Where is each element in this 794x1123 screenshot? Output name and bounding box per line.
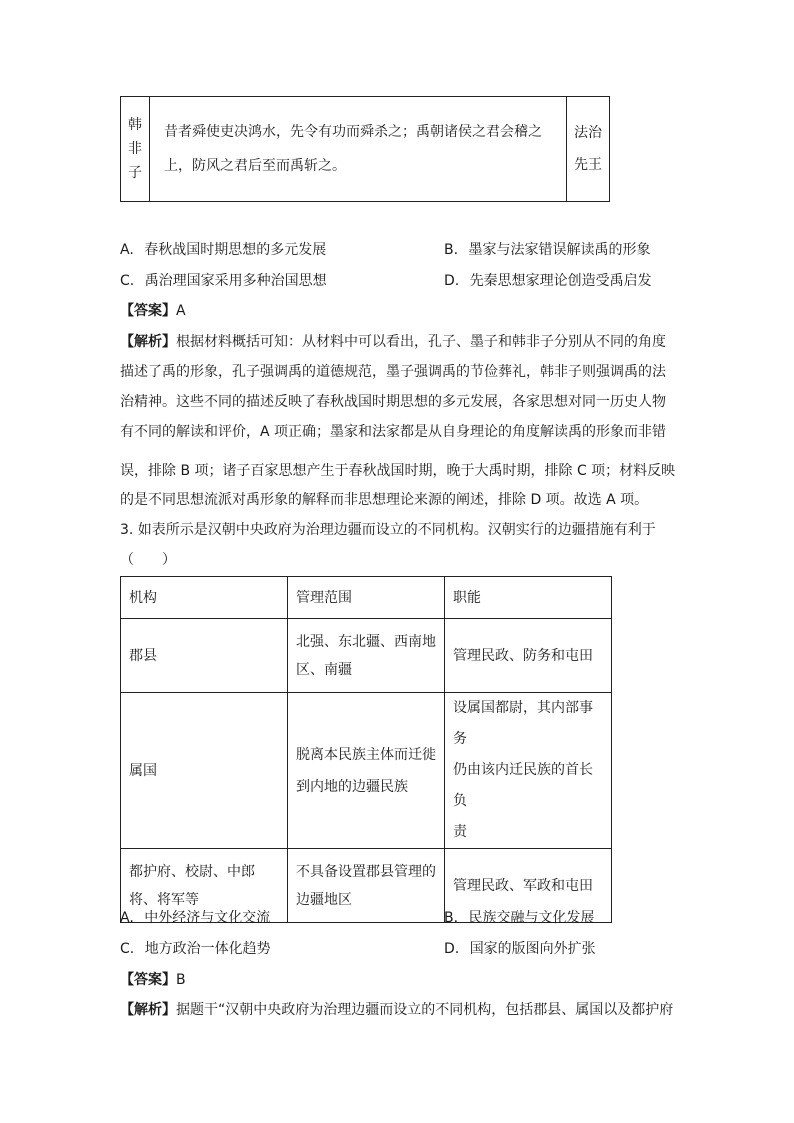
option-label: D. <box>444 941 460 957</box>
option-text: 中外经济与文化交流 <box>144 910 271 926</box>
table-cell <box>288 693 445 849</box>
table-header: 职能 <box>445 577 612 619</box>
cell-line: 都护府、校尉、中郎 <box>129 863 255 880</box>
cell-line: 将、将军等 <box>129 891 199 908</box>
option-text: 墨家与法家错误解读禹的形象 <box>468 242 651 258</box>
table-header: 机构 <box>121 577 288 619</box>
option-text: 春秋战国时期思想的多元发展 <box>144 242 327 258</box>
view-line: 先王 <box>574 157 602 173</box>
analysis-line <box>120 1000 673 1020</box>
option-d[interactable] <box>444 939 596 959</box>
cell-line: 到内地的边疆民族 <box>296 778 408 795</box>
table-cell <box>121 619 288 693</box>
table-cell <box>445 693 612 849</box>
name-char: 非 <box>128 141 142 157</box>
cell-line: 责 <box>453 824 467 840</box>
name-char: 子 <box>128 165 142 181</box>
name-char: 韩 <box>128 117 142 133</box>
cell-line: 北强、东北疆、西南地 <box>296 633 436 650</box>
question-stem-blank: （ ） <box>120 552 176 568</box>
option-label: C. <box>120 941 135 957</box>
analysis-line: 误，排除 B 项；诸子百家思想产生于春秋战国时期，晚于大禹时期，排除 C 项；材料反映 <box>120 463 676 479</box>
option-c[interactable] <box>120 271 327 291</box>
table-row <box>121 693 612 849</box>
option-label: B. <box>444 910 459 926</box>
option-text: 国家的版图向外扩张 <box>469 941 596 957</box>
analysis-tag: 【解析】 <box>120 334 176 350</box>
option-label: D. <box>444 273 460 289</box>
option-a[interactable] <box>120 908 270 928</box>
option-text: 先秦思想家理论创造受禹启发 <box>469 273 652 289</box>
institution-table <box>120 576 612 923</box>
quote-table-view-cell <box>567 97 610 202</box>
option-d[interactable] <box>444 271 652 291</box>
analysis-text: 根据材料概括可知：从材料中可以看出，孔子、墨子和韩非子分别从不同的角度 <box>176 334 666 350</box>
option-text: 禹治理国家采用多种治国思想 <box>144 273 327 289</box>
cell-line: 设属国都尉，其内部事务 <box>453 700 593 747</box>
cell-line: 脱离本民族主体而迁徙 <box>296 746 436 763</box>
analysis-line: 的是不同思想流派对禹形象的解释而非思想理论来源的阐述，排除 D 项。故选 A 项。 <box>120 492 649 508</box>
table-cell <box>121 693 288 849</box>
option-b[interactable] <box>444 240 651 260</box>
quote-table-name-cell <box>121 97 150 202</box>
answer-tag: 【答案】 <box>120 972 176 988</box>
cell-line: 管理民政、军政和屯田 <box>453 877 593 894</box>
analysis-line: 描述了禹的形象，孔子强调禹的道德规范，墨子强调禹的节俭葬礼，韩非子则强调禹的法 <box>120 364 666 380</box>
answer-value: A <box>176 303 186 319</box>
cell-line: 仍由该内迁民族的首长负 <box>453 762 593 809</box>
answer-line <box>120 970 186 990</box>
quote-line: 昔者舜使吏决鸿水，先令有功而舜杀之；禹朝诸侯之君会稽之 <box>164 124 542 140</box>
analysis-line <box>120 332 666 352</box>
table-cell <box>288 849 445 923</box>
table-cell <box>288 619 445 693</box>
table-header: 管理范围 <box>288 577 445 619</box>
quote-table-text-cell <box>150 97 567 202</box>
option-a[interactable] <box>120 240 326 260</box>
option-label: C. <box>120 273 135 289</box>
option-text: 地方政治一体化趋势 <box>144 941 271 957</box>
option-label: A. <box>120 910 134 926</box>
view-line: 法治 <box>574 125 602 141</box>
option-label: B. <box>444 242 459 258</box>
cell-line: 郡县 <box>129 647 157 664</box>
quote-table <box>120 96 610 202</box>
quote-line: 上，防风之君后至而禹斩之。 <box>164 158 346 174</box>
cell-line: 属国 <box>129 762 157 779</box>
option-c[interactable] <box>120 939 271 959</box>
table-row <box>121 619 612 693</box>
option-b[interactable] <box>444 908 595 928</box>
analysis-line: 治精神。这些不同的描述反映了春秋战国时期思想的多元发展，各家思想对同一历史人物 <box>120 394 666 410</box>
answer-tag: 【答案】 <box>120 303 176 319</box>
option-label: A. <box>120 242 134 258</box>
answer-line <box>120 301 186 321</box>
cell-line: 区、南疆 <box>296 661 352 678</box>
question-stem: 3. 如表所示是汉朝中央政府为治理边疆而设立的不同机构。汉朝实行的边疆措施有利于 <box>120 522 656 538</box>
answer-value: B <box>176 972 186 988</box>
table-cell <box>445 619 612 693</box>
analysis-line: 有不同的解读和评价，A 项正确；墨家和法家都是从自身理论的角度解读禹的形象而非错 <box>120 424 667 440</box>
option-text: 民族交融与文化发展 <box>468 910 595 926</box>
analysis-tag: 【解析】 <box>120 1002 176 1018</box>
analysis-text: 据题干“汉朝中央政府为治理边疆而设立的不同机构，包括郡县、属国以及都护府 <box>176 1002 674 1018</box>
cell-line: 管理民政、防务和屯田 <box>453 647 593 664</box>
cell-line: 边疆地区 <box>296 891 352 908</box>
cell-line: 不具备设置郡县管理的 <box>296 863 436 880</box>
